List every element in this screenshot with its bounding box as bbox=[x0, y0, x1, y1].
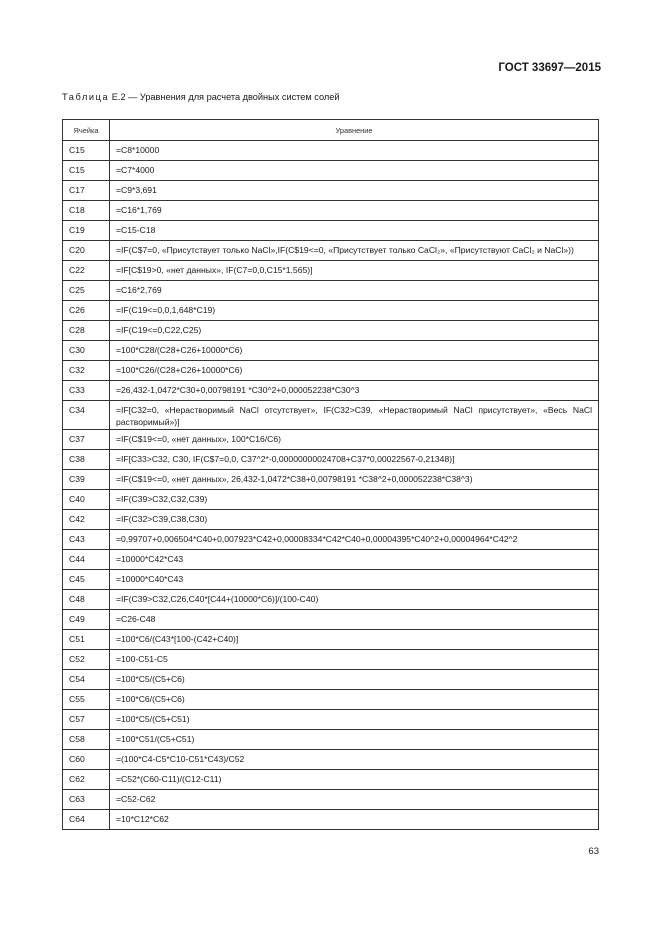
cell-reference: C17 bbox=[63, 181, 110, 201]
formula: =C16*1,769 bbox=[110, 201, 599, 221]
cell-reference: C26 bbox=[63, 301, 110, 321]
table-row bbox=[63, 401, 599, 430]
table-row bbox=[63, 181, 599, 201]
formula: =100*C51/(C5+C51) bbox=[110, 730, 599, 750]
cell-reference: C34 bbox=[63, 401, 110, 430]
table-row bbox=[63, 550, 599, 570]
cell-reference: C63 bbox=[63, 790, 110, 810]
table-row bbox=[63, 261, 599, 281]
formula: =10*C12*C62 bbox=[110, 810, 599, 830]
table-row bbox=[63, 670, 599, 690]
table-row bbox=[63, 450, 599, 470]
table-row bbox=[63, 810, 599, 830]
table-row bbox=[63, 241, 599, 261]
formula: =C7*4000 bbox=[110, 161, 599, 181]
formula: =100*C26/(C28+C26+10000*C6) bbox=[110, 361, 599, 381]
formula: =IF(C$19<=0, «нет данных», 26,432-1,0472*C38+0,00798191 *C38^2+0,000052238*C38^3) bbox=[110, 470, 599, 490]
cell-reference: C32 bbox=[63, 361, 110, 381]
table-row bbox=[63, 490, 599, 510]
page-number: 63 bbox=[588, 846, 599, 857]
cell-reference: C62 bbox=[63, 770, 110, 790]
cell-reference: C42 bbox=[63, 510, 110, 530]
cell-reference: C55 bbox=[63, 690, 110, 710]
cell-reference: C52 bbox=[63, 650, 110, 670]
cell-reference: C15 bbox=[63, 141, 110, 161]
cell-reference: C48 bbox=[63, 590, 110, 610]
table-row bbox=[63, 790, 599, 810]
formula: =C15-C18 bbox=[110, 221, 599, 241]
table-row bbox=[63, 161, 599, 181]
cell-reference: C45 bbox=[63, 570, 110, 590]
formula: =10000*C42*C43 bbox=[110, 550, 599, 570]
table-row bbox=[63, 510, 599, 530]
table-row bbox=[63, 201, 599, 221]
formula: =10000*C40*C43 bbox=[110, 570, 599, 590]
cell-reference: C49 bbox=[63, 610, 110, 630]
document-standard-header: ГОСТ 33697—2015 bbox=[498, 62, 601, 74]
table-row bbox=[63, 630, 599, 650]
equations-table bbox=[62, 119, 599, 830]
table-row bbox=[63, 301, 599, 321]
formula: =C26-C48 bbox=[110, 610, 599, 630]
cell-reference: C38 bbox=[63, 450, 110, 470]
table-row bbox=[63, 281, 599, 301]
formula: =C16*2,769 bbox=[110, 281, 599, 301]
formula: =IF[C33>C32, C30, IF(C$7=0,0, C37^2*-0,00000000024708+C37*0,00022567-0,21348)] bbox=[110, 450, 599, 470]
formula: =100*C5/(C5+C51) bbox=[110, 710, 599, 730]
formula: =(100*C4-C5*C10-C51*C43)/C52 bbox=[110, 750, 599, 770]
cell-reference: C44 bbox=[63, 550, 110, 570]
table-row bbox=[63, 710, 599, 730]
cell-reference: C57 bbox=[63, 710, 110, 730]
cell-reference: C39 bbox=[63, 470, 110, 490]
formula: =100*C6/(C5+C6) bbox=[110, 690, 599, 710]
formula: =IF(C39>C32,C26,C40*[C44+(10000*C6)]/(100-C40) bbox=[110, 590, 599, 610]
formula: =100*C6/(C43*[100-(C42+C40)] bbox=[110, 630, 599, 650]
table-row bbox=[63, 361, 599, 381]
table-row bbox=[63, 141, 599, 161]
cell-reference: C18 bbox=[63, 201, 110, 221]
table-row bbox=[63, 430, 599, 450]
table-row bbox=[63, 690, 599, 710]
cell-reference: C60 bbox=[63, 750, 110, 770]
formula: =IF(C32>C39,C38,C30) bbox=[110, 510, 599, 530]
table-row bbox=[63, 341, 599, 361]
table-row bbox=[63, 610, 599, 630]
table-row bbox=[63, 770, 599, 790]
formula: =26,432-1,0472*C30+0,00798191 *C30^2+0,000052238*C30^3 bbox=[110, 381, 599, 401]
formula: =IF(C$19<=0, «нет данных», 100*C16/C6) bbox=[110, 430, 599, 450]
table-row bbox=[63, 321, 599, 341]
formula: =C8*10000 bbox=[110, 141, 599, 161]
cell-reference: C33 bbox=[63, 381, 110, 401]
column-header-equation: Уравнение bbox=[110, 120, 599, 141]
cell-reference: C20 bbox=[63, 241, 110, 261]
formula: =IF[C$19>0, «нет данных», IF(C7=0,0,C15*1.565)] bbox=[110, 261, 599, 281]
table-row bbox=[63, 381, 599, 401]
cell-reference: C64 bbox=[63, 810, 110, 830]
table-row bbox=[63, 750, 599, 770]
table-row bbox=[63, 530, 599, 550]
caption-label: Таблица bbox=[62, 92, 110, 102]
formula: =100*C28/(C28+C26+10000*C6) bbox=[110, 341, 599, 361]
formula: =IF(C19<=0,0,1,648*C19) bbox=[110, 301, 599, 321]
formula: =C52*(C60-C11)/(C12-C11) bbox=[110, 770, 599, 790]
formula: =100-C51-C5 bbox=[110, 650, 599, 670]
cell-reference: C37 bbox=[63, 430, 110, 450]
formula: =0,99707+0,006504*C40+0,007923*C42+0,00008334*C42*C40+0,00004395*C40^2+0,00004964*C42^2 bbox=[110, 530, 599, 550]
table-row bbox=[63, 570, 599, 590]
formula: =C52-C62 bbox=[110, 790, 599, 810]
table-caption bbox=[62, 92, 339, 102]
cell-reference: C58 bbox=[63, 730, 110, 750]
cell-reference: C30 bbox=[63, 341, 110, 361]
table-row bbox=[63, 730, 599, 750]
table-row bbox=[63, 650, 599, 670]
formula: =IF(C39>C32,C32,C39) bbox=[110, 490, 599, 510]
formula: =IF[C32=0, «Нерастворимый NaCl отсутствует», IF(C32>C39, «Нерастворимый NaCl присутствует», «Весь NaCl растворимый»)] bbox=[110, 401, 599, 430]
cell-reference: C28 bbox=[63, 321, 110, 341]
formula: =IF(C19<=0,C22,C25) bbox=[110, 321, 599, 341]
cell-reference: C51 bbox=[63, 630, 110, 650]
formula: =C9*3,691 bbox=[110, 181, 599, 201]
formula: =IF(C$7=0, «Присутствует только NaCl»,IF(C$19<=0, «Присутствует только CaCl₂», «Присутствуют CaCl₂ и NaCl»)) bbox=[110, 241, 599, 261]
cell-reference: C19 bbox=[63, 221, 110, 241]
cell-reference: C25 bbox=[63, 281, 110, 301]
table-row bbox=[63, 590, 599, 610]
cell-reference: C40 bbox=[63, 490, 110, 510]
caption-number: Е.2 bbox=[111, 92, 126, 102]
column-header-cell: Ячейка bbox=[63, 120, 110, 141]
table-row bbox=[63, 221, 599, 241]
table-header-row bbox=[63, 120, 599, 141]
cell-reference: C54 bbox=[63, 670, 110, 690]
caption-title: — Уравнения для расчета двойных систем солей bbox=[128, 92, 340, 102]
cell-reference: C43 bbox=[63, 530, 110, 550]
cell-reference: C22 bbox=[63, 261, 110, 281]
table-row bbox=[63, 470, 599, 490]
cell-reference: C15 bbox=[63, 161, 110, 181]
formula: =100*C5/(C5+C6) bbox=[110, 670, 599, 690]
